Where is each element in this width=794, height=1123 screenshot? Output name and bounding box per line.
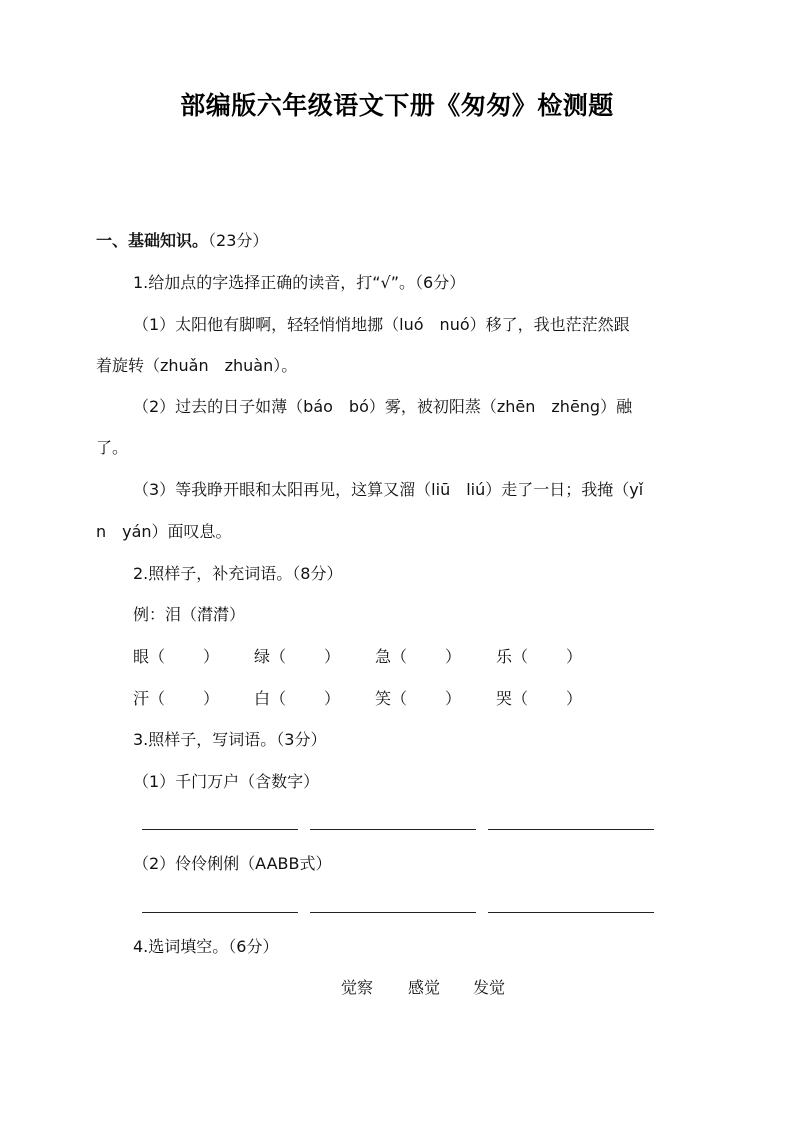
word-choice: 感觉 [408, 978, 441, 997]
word-choice: 觉察 [341, 978, 374, 997]
fill-word-item: 绿（ ） [254, 647, 341, 666]
question-1-item-2-line-1: （2）过去的日子如薄（báo bó）雾，被初阳蒸（zhēn zhēng）融 [133, 397, 633, 416]
question-1-item-1-line-1: （1）太阳他有脚啊，轻轻悄悄地挪（luó nuó）移了，我也茫茫然跟 [133, 315, 630, 334]
question-4-heading: 4.选词填空。（6分） [133, 937, 279, 956]
fill-word-item: 眼（ ） [133, 647, 220, 666]
question-1-item-3-line-1: （3）等我睁开眼和太阳再见，这算又溜（liū liú）走了一日；我掩（yǐ [133, 480, 644, 499]
fill-word-item: 汗（ ） [133, 689, 220, 708]
section-score: （23分） [208, 231, 269, 250]
answer-line [310, 912, 476, 913]
fill-word-item: 哭（ ） [496, 689, 583, 708]
section-label: 一、基础知识。 [96, 231, 209, 250]
answer-line [310, 829, 476, 830]
question-3-item-1: （1）千门万户（含数字） [133, 772, 320, 791]
answer-line [488, 829, 654, 830]
answer-line [142, 829, 298, 830]
question-2-row-1 [0, 647, 794, 667]
question-1-item-2-line-2: 了。 [96, 438, 129, 457]
answer-line [142, 912, 298, 913]
word-choice: 发觉 [473, 978, 506, 997]
question-2-heading: 2.照样子，补充词语。（8分） [133, 564, 343, 583]
question-1-item-3-line-2: n yán）面叹息。 [96, 522, 232, 541]
answer-line [488, 912, 654, 913]
fill-word-item: 乐（ ） [496, 647, 583, 666]
page-title: 部编版六年级语文下册《匆匆》检测题 [180, 91, 614, 120]
question-3-heading: 3.照样子，写词语。（3分） [133, 730, 327, 749]
section-heading-basic-knowledge [96, 231, 268, 251]
question-3-item-2: （2）伶伶俐俐（AABB式） [133, 854, 332, 873]
fill-word-item: 急（ ） [375, 647, 462, 666]
question-1-heading: 1.给加点的字选择正确的读音，打“√”。（6分） [133, 273, 466, 292]
fill-word-item: 白（ ） [254, 689, 341, 708]
question-1-item-1-line-2: 着旋转（zhuǎn zhuàn）。 [96, 356, 298, 375]
fill-word-item: 笑（ ） [375, 689, 462, 708]
question-2-row-2 [0, 689, 794, 709]
question-2-example: 例：泪（潸潸） [133, 605, 246, 624]
